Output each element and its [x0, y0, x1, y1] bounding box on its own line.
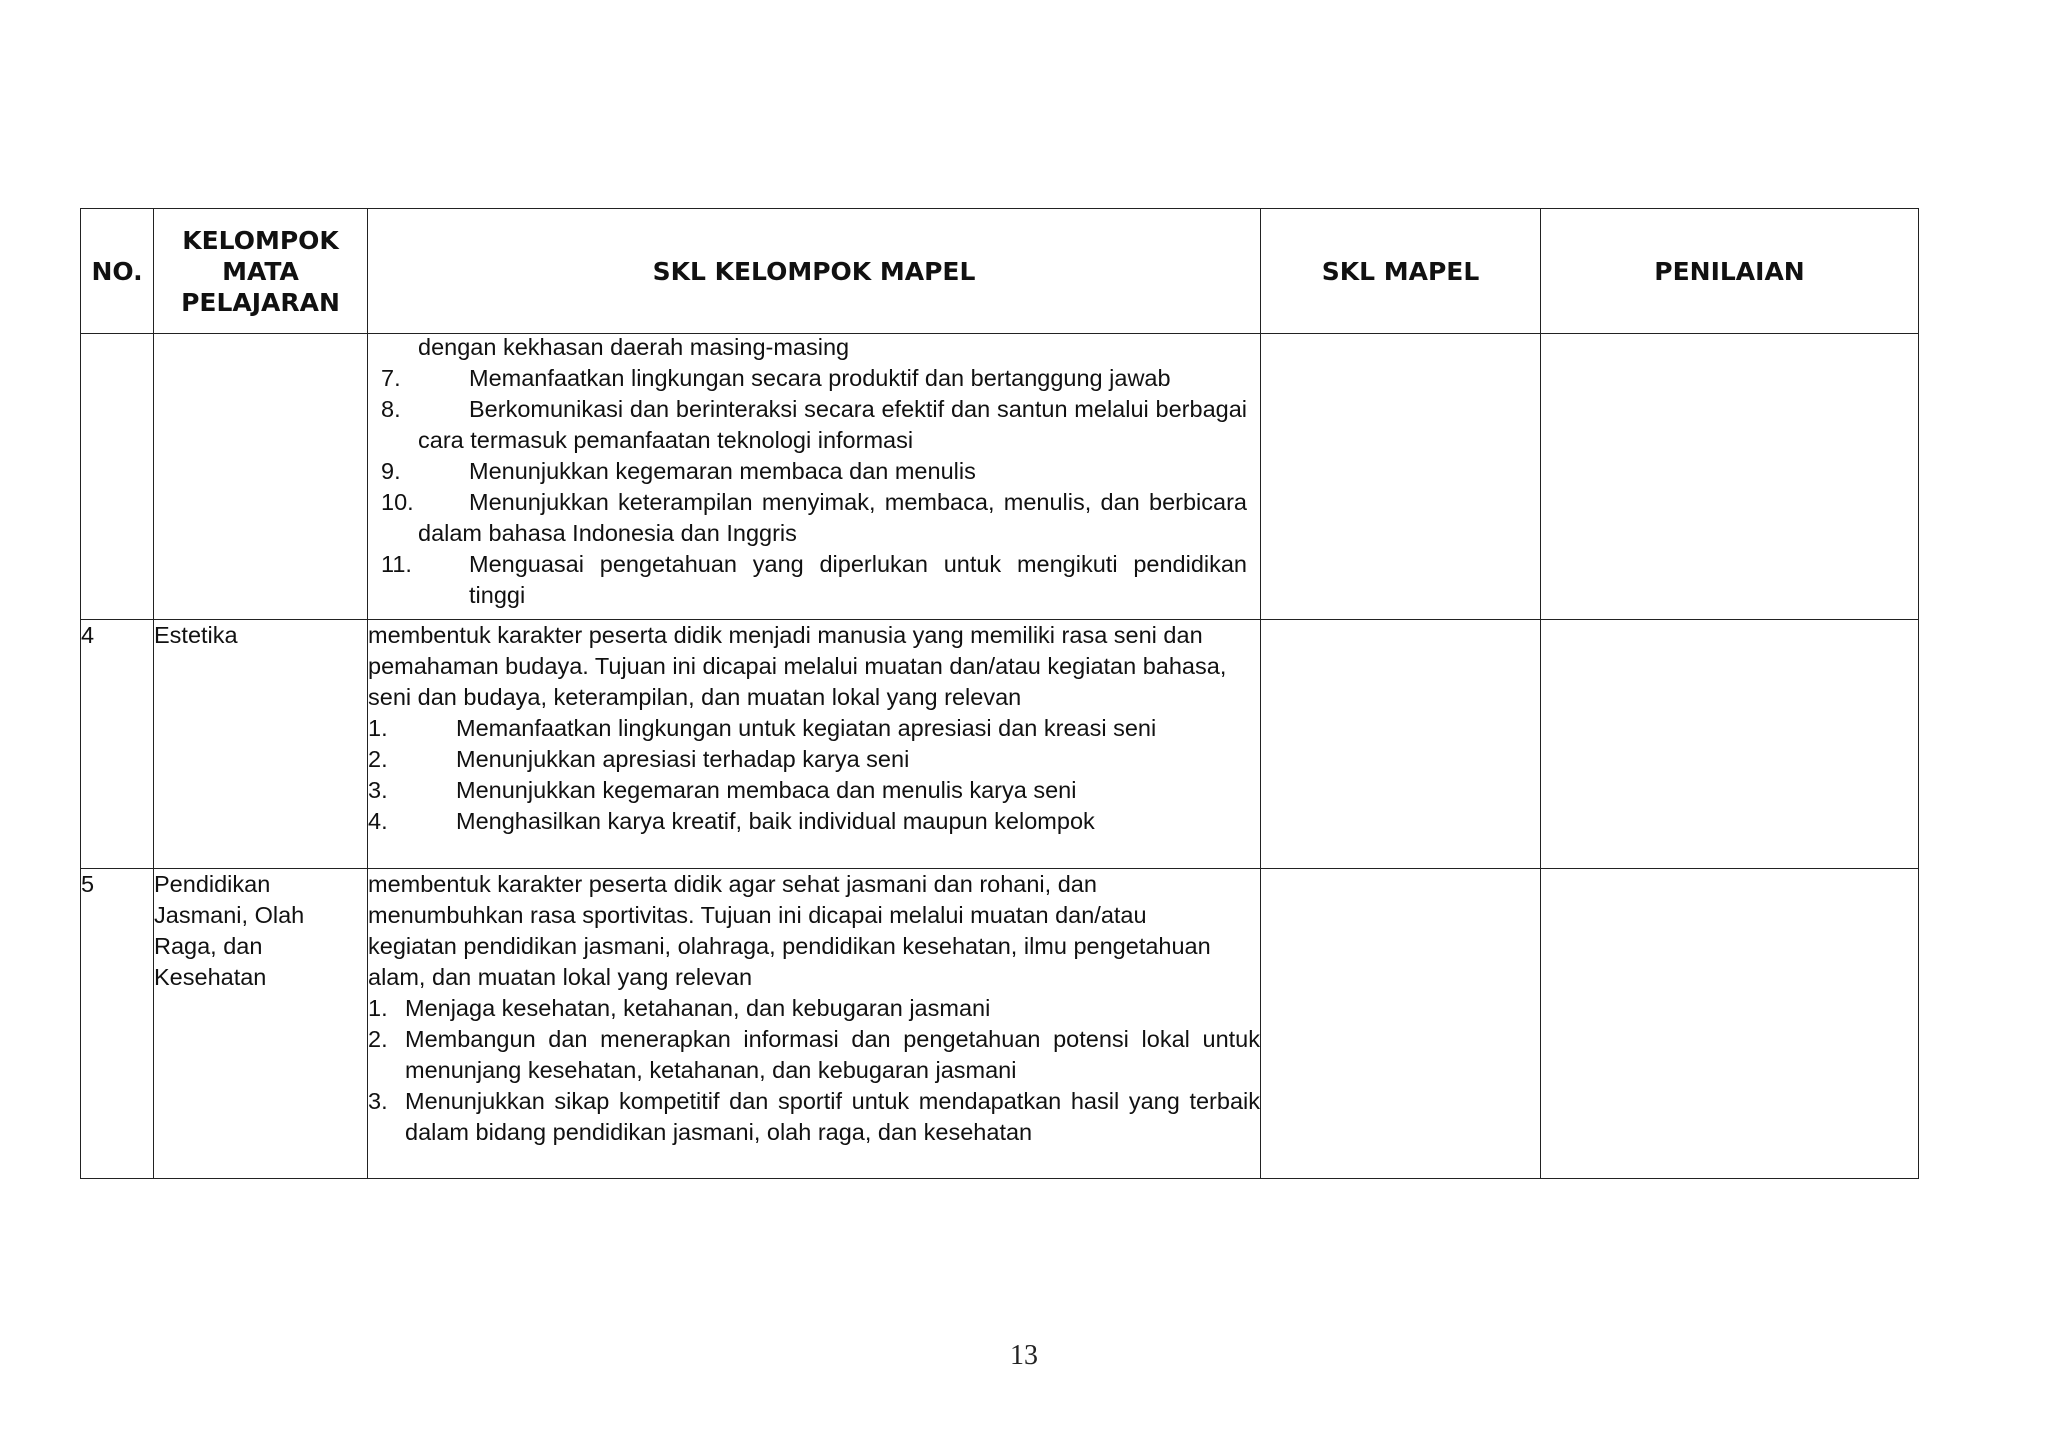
page-number: 13	[1010, 1340, 1038, 1371]
cell-group	[154, 334, 368, 620]
list-item	[381, 456, 1247, 487]
list-item-text: Menguasai pengetahuan yang diperlukan untuk mengikuti pendidikan tinggi	[469, 551, 1247, 608]
table-row	[81, 620, 1919, 869]
cell-group: Pendidikan Jasmani, Olah Raga, dan Kesehatan	[154, 869, 368, 1179]
list-item-number: 8.	[381, 396, 401, 422]
list-item-number: 3.	[368, 777, 388, 803]
header-group	[154, 209, 368, 334]
list-item-text: Membangun dan menerapkan informasi dan pengetahuan potensi lokal untuk menunjang kesehatan, ketahanan, dan kebugaran jasmani	[405, 1026, 1260, 1083]
list-item-number: 4.	[368, 808, 388, 834]
list-item-text: Menunjukkan kegemaran membaca dan menulis	[469, 458, 976, 484]
cell-assessment	[1541, 869, 1919, 1179]
skl-group-intro: membentuk karakter peserta didik agar sehat jasmani dan rohani, dan menumbuhkan rasa sportivitas. Tujuan ini dicapai melalui muatan dan/atau kegiatan pendidikan jasmani, olahraga, pendidikan kesehatan, ilmu pengetahuan alam, dan muatan lokal yang relevan	[368, 871, 1211, 990]
cell-assessment	[1541, 620, 1919, 869]
list-item-text: Menunjukkan kegemaran membaca dan menulis karya seni	[456, 777, 1077, 803]
cell-group: Estetika	[154, 620, 368, 869]
list-item-text: Menghasilkan karya kreatif, baik individual maupun kelompok	[456, 808, 1095, 834]
list-item-text: Berkomunikasi dan berinteraksi secara efektif dan santun melalui berbagai	[469, 396, 1247, 422]
cell-assessment	[1541, 334, 1919, 620]
header-skl-mapel: SKL MAPEL	[1261, 209, 1541, 334]
list-item	[381, 394, 1247, 425]
cell-no: 5	[81, 869, 154, 1179]
list-item	[368, 744, 1260, 775]
list-item-number: 7.	[381, 365, 401, 391]
list-item	[368, 806, 1260, 837]
header-no: NO.	[81, 209, 154, 334]
list-item-text: Menunjukkan apresiasi terhadap karya seni	[456, 746, 910, 772]
list-item-text: Memanfaatkan lingkungan secara produktif dan bertanggung jawab	[469, 365, 1171, 391]
list-item	[368, 775, 1260, 806]
cell-no: 4	[81, 620, 154, 869]
table-row	[81, 869, 1919, 1179]
list-item-number: 1.	[368, 995, 388, 1021]
cell-skl-group	[368, 620, 1261, 869]
list-item	[381, 363, 1247, 394]
list-item	[381, 487, 1247, 518]
cell-skl-group	[368, 869, 1261, 1179]
cell-skl-mapel	[1261, 620, 1541, 869]
list-item	[368, 713, 1260, 744]
header-row	[81, 209, 1919, 334]
list-item-continuation: dengan kekhasan daerah masing-masing	[418, 334, 850, 360]
list-item-text: Menunjukkan sikap kompetitif dan sportif untuk mendapatkan hasil yang terbaik dalam bidang pendidikan jasmani, olah raga, dan kesehatan	[405, 1088, 1260, 1145]
list-item-text: Memanfaatkan lingkungan untuk kegiatan apresiasi dan kreasi seni	[456, 715, 1157, 741]
list-item	[381, 549, 1247, 611]
list-item-number: 1.	[368, 715, 388, 741]
header-skl-group: SKL KELOMPOK MAPEL	[368, 209, 1261, 334]
cell-skl-mapel	[1261, 334, 1541, 620]
list-item-number: 9.	[381, 458, 401, 484]
list-item-number: 3.	[368, 1088, 388, 1114]
list-item	[368, 993, 1260, 1024]
list-item-text: Menjaga kesehatan, ketahanan, dan kebugaran jasmani	[405, 995, 991, 1021]
list-item-number: 2.	[368, 746, 388, 772]
header-group-label: KELOMPOK MATA PELAJARAN	[181, 225, 340, 317]
list-item-number: 10.	[381, 489, 414, 515]
cell-skl-group	[368, 334, 1261, 620]
list-item-text: Menunjukkan keterampilan menyimak, membaca, menulis, dan berbicara	[469, 489, 1247, 515]
list-item-number: 11.	[381, 551, 412, 577]
list-item	[368, 1086, 1260, 1148]
list-item-number: 2.	[368, 1026, 388, 1052]
skl-table	[80, 208, 1919, 1179]
header-assessment: PENILAIAN	[1541, 209, 1919, 334]
table-row	[81, 334, 1919, 620]
skl-group-intro: membentuk karakter peserta didik menjadi manusia yang memiliki rasa seni dan pemahaman budaya. Tujuan ini dicapai melalui muatan dan/atau kegiatan bahasa, seni dan budaya, keterampilan, dan muatan lokal yang relevan	[368, 622, 1227, 710]
list-item-continuation: cara termasuk pemanfaatan teknologi informasi	[418, 427, 914, 453]
list-item-continuation: dalam bahasa Indonesia dan Inggris	[418, 520, 797, 546]
cell-skl-mapel	[1261, 869, 1541, 1179]
list-item	[368, 1024, 1260, 1086]
cell-no	[81, 334, 154, 620]
